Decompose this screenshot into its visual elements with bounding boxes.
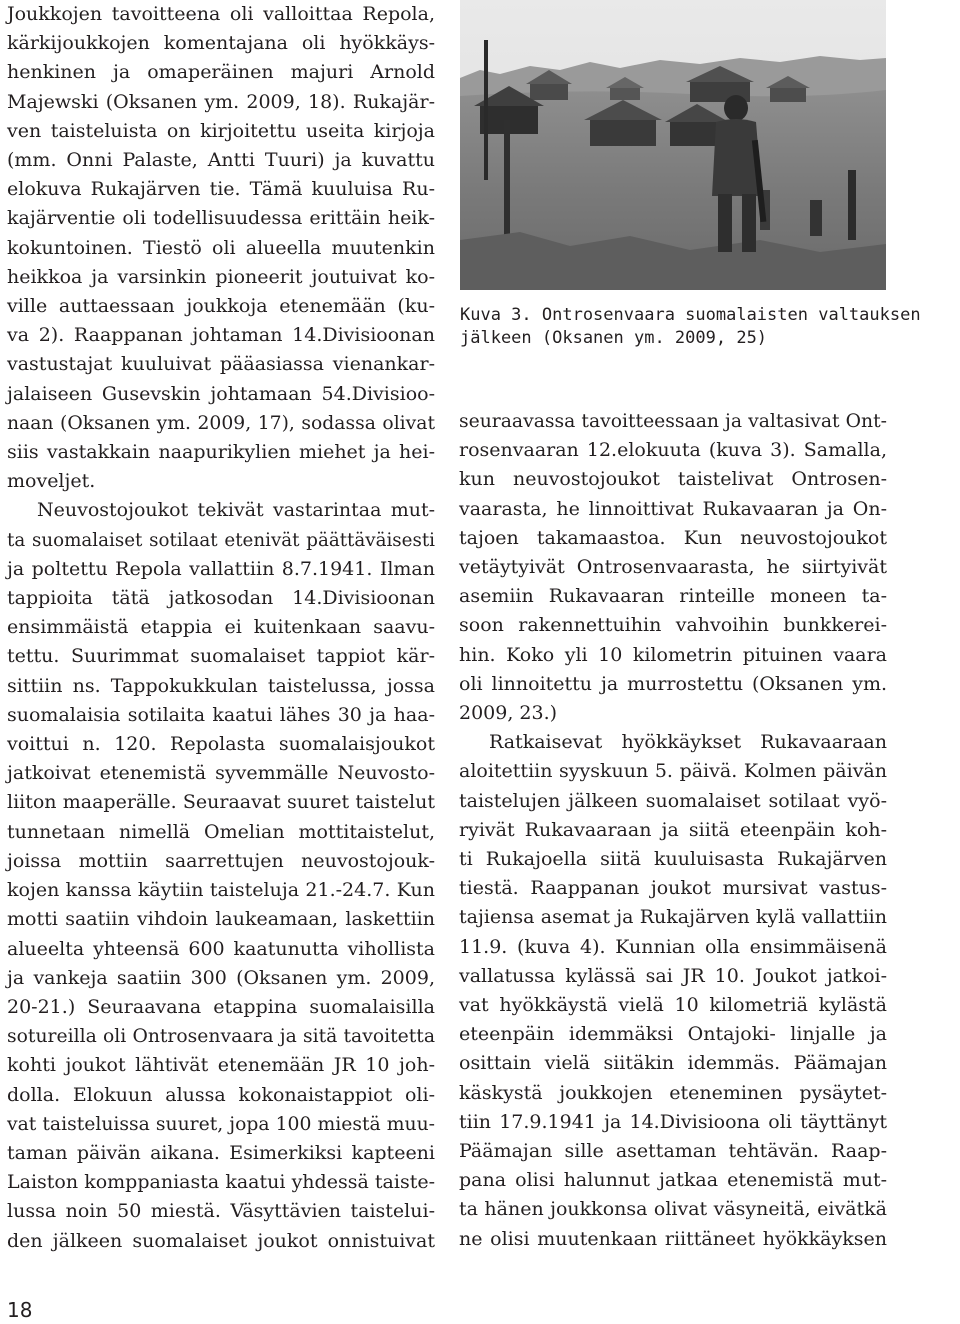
caption-line-2: jälkeen (Oksanen ym. 2009, 25) <box>460 328 768 348</box>
text-line: ne olisi muutenkaan riittäneet hyökkäyksen <box>459 1227 887 1250</box>
text-line: ja vankeja saatiin 300 (Oksanen ym. 2009, <box>7 966 435 989</box>
text-line: tettu. Suurimmat suomalaiset tappiot kär- <box>7 645 435 668</box>
text-line: Neuvostojoukot tekivät vastarintaa mut- <box>37 499 435 522</box>
text-line: tiestä. Raappanan joukot mursivat vastus- <box>459 877 887 900</box>
text-line: vat taisteluissa suuret, jopa 100 miestä muu- <box>7 1113 435 1135</box>
text-line: Joukkojen tavoitteena oli valloittaa Repola, <box>7 3 435 25</box>
text-line: Ratkaisevat hyökkäykset Rukavaaraan <box>489 731 887 754</box>
text-line: naan (Oksanen ym. 2009, 17), sodassa olivat <box>7 412 435 434</box>
text-line: vat hyökkäystä vielä 10 kilometriä kylästä <box>459 994 887 1017</box>
text-line: taman päivän aikana. Esimerkiksi kapteeni <box>7 1141 435 1164</box>
text-line: ta suomalaiset sotilaat etenivät päättäväisesti <box>7 529 435 551</box>
text-line: (mm. Onni Palaste, Antti Tuuri) ja kuvattu <box>7 149 435 172</box>
text-line: vetäytyivät Ontrosenvaarasta, he siirtyivät <box>459 556 887 579</box>
text-line: voittui n. 120. Repolasta suomalaisjoukot <box>7 733 435 756</box>
text-line: va 2). Raappanan johtaman 14.Divisioonan <box>7 324 435 347</box>
text-line: kärkijoukkojen komentajana oli hyökkäys- <box>7 32 435 55</box>
text-line: vaarasta, he linnoittivat Rukavaaran ja On- <box>459 497 887 520</box>
page-number: 18 <box>7 1298 33 1322</box>
text-line: kokuntoinen. Tiestö oli alueella muutenkin <box>7 236 435 259</box>
text-line: sittiin ns. Tappokukkulan taistelussa, jossa <box>7 674 435 697</box>
text-line: ville auttaessaan joukkoja etenemään (ku- <box>7 295 435 318</box>
text-line: kojen kanssa käytiin taisteluja 21.-24.7. Kun <box>7 879 435 902</box>
text-line: Päämajan sille asettaman tehtävän. Raap- <box>459 1140 887 1163</box>
text-line: 11.9. (kuva 4). Kunnian olla ensimmäisenä <box>459 935 887 958</box>
text-line: vallatussa kylässä sai JR 10. Joukot jatkoi- <box>459 964 887 987</box>
text-line: oli linnoitettu ja murrostettu (Oksanen ym. <box>459 672 887 695</box>
photo-illustration <box>460 0 886 290</box>
text-line: asemiin Rukavaaran rinteille moneen ta- <box>459 585 887 608</box>
text-line: heikkoa ja varsinkin pioneerit joutuivat ko- <box>7 265 435 288</box>
text-line: tappioita tätä jatkosodan 14.Divisioonan <box>7 587 435 610</box>
text-line: jatkoivat etenemistä syvemmälle Neuvosto- <box>7 762 435 785</box>
text-line: sotureilla oli Ontrosenvaara ja sitä tavoitetta <box>7 1026 435 1048</box>
text-line: alueelta yhteensä 600 kaatunutta vihollista <box>7 937 435 960</box>
text-line: dolla. Elokuun alussa kokonaistappiot oli- <box>7 1083 435 1106</box>
text-line: den jälkeen suomalaiset joukot onnistuivat <box>7 1229 435 1252</box>
left-text-column <box>7 0 435 1256</box>
text-line: jalaiseen Gusevskin johtamaan 54.Divisioo- <box>7 382 435 405</box>
text-line: aloitettiin syyskuun 5. päivä. Kolmen päivän <box>459 760 887 783</box>
text-line: eteenpäin idemmäksi Ontajoki- linjalle ja <box>459 1023 887 1046</box>
text-line: seuraavassa tavoitteessaan ja valtasivat Ont- <box>459 411 887 432</box>
text-line: soon rakennettuihin vahvoihin bunkkerei- <box>459 614 887 637</box>
text-line: liiton maaperälle. Seuraavat suuret taistelut <box>7 791 435 814</box>
text-line: tajoen takamaastoa. Kun neuvostojoukot <box>459 526 887 549</box>
text-line: suomalaisia sotilaita kaatui lähes 30 ja haa- <box>7 703 435 726</box>
text-line: ensimmäistä etappia ei kuitenkaan saavu- <box>7 616 435 639</box>
figure-caption <box>460 304 921 350</box>
text-line: Laiston komppaniasta kaatui yhdessä taiste- <box>7 1171 435 1194</box>
caption-line-1: Kuva 3. Ontrosenvaara suomalaisten valtauksen <box>460 305 921 325</box>
text-line: osittain vielä siitäkin idemmäs. Päämajan <box>459 1052 887 1075</box>
text-line: siis vastakkain naapurikylien miehet ja hei- <box>7 441 435 464</box>
text-line: elokuva Rukajärven tie. Tämä kuuluisa Ru- <box>7 178 435 201</box>
text-line: tajiensa asemat ja Rukajärven kylä vallattiin <box>459 906 887 929</box>
text-line: hin. Koko yli 10 kilometrin pituinen vaara <box>459 643 887 666</box>
text-line: moveljet. <box>7 470 96 493</box>
text-line: joissa mottiin saarrettujen neuvostojouk- <box>7 849 435 872</box>
text-line: pana olisi halunnut jatkaa etenemistä mut- <box>459 1169 887 1192</box>
text-line: vastustajat kuuluivat pääasiassa vienankar- <box>7 353 435 376</box>
text-line: kajärventie oli todellisuudessa erittäin heik- <box>7 207 435 230</box>
text-line: tunnetaan nimellä Omelian mottitaistelut, <box>7 820 435 843</box>
text-line: motti saatiin vihdoin laukeamaan, laskettiin <box>7 908 435 931</box>
text-line: ven taisteluista on kirjoitettu useita kirjoja <box>7 119 435 142</box>
photo-ontrosenvaara-village <box>460 0 886 290</box>
text-line: käskystä joukkojen eteneminen pysäytet- <box>459 1081 887 1104</box>
text-line: henkinen ja omaperäinen majuri Arnold <box>7 61 435 84</box>
text-line: ja poltettu Repola vallattiin 8.7.1941. Ilman <box>7 557 435 580</box>
text-line: ryivät Rukavaaraan ja siitä eteenpäin koh- <box>459 818 887 841</box>
text-line: Majewski (Oksanen ym. 2009, 18). Rukajär- <box>7 90 435 113</box>
text-line: 2009, 23.) <box>459 702 558 725</box>
right-text-column <box>459 407 887 1254</box>
text-line: rosenvaaran 12.elokuuta (kuva 3). Samalla, <box>459 439 887 462</box>
text-line: kohti joukot lähtivät etenemään JR 10 joh- <box>7 1054 435 1077</box>
text-line: lussa noin 50 miestä. Väsyttävien taistelui- <box>7 1200 435 1223</box>
text-line: taistelujen jälkeen suomalaiset sotilaat vyö- <box>459 789 887 812</box>
text-line: kun neuvostojoukot taistelivat Ontrosen- <box>459 468 887 491</box>
text-line: ti Rukajoella siitä kuuluisasta Rukajärven <box>459 848 887 871</box>
text-line: 20-21.) Seuraavana etappina suomalaisilla <box>7 995 435 1018</box>
text-line: tiin 17.9.1941 ja 14.Divisioona oli täyttänyt <box>459 1110 887 1133</box>
text-line: ta hänen joukkonsa olivat väsyneitä, eivätkä <box>459 1198 887 1221</box>
